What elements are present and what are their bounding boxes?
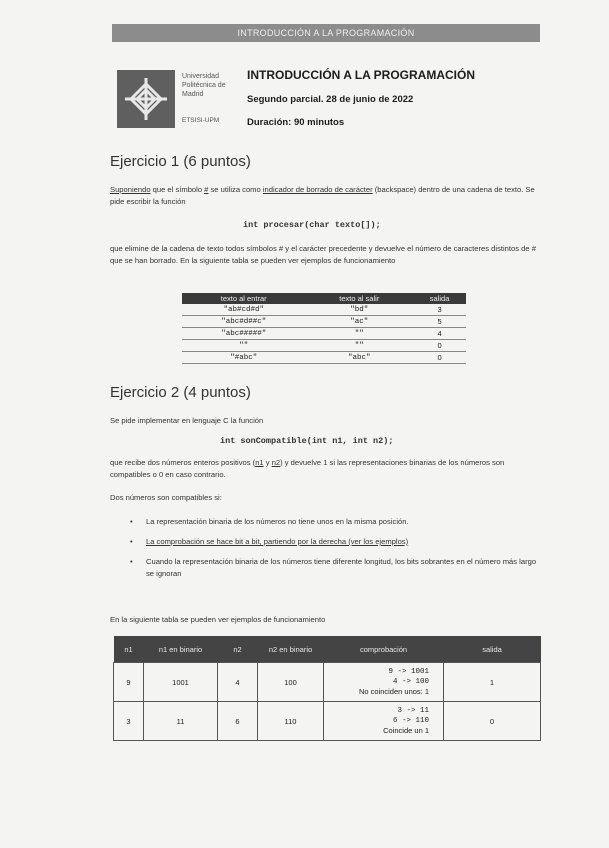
exercise-2-table <box>113 636 541 741</box>
list-item: • La representación binaria de los números no tiene unos en la misma posición. <box>126 516 540 528</box>
table-row: 3 11 6 110 3 -> 11 6 -> 110 Coincide un 1 0 <box>114 702 541 741</box>
logo-mark-icon <box>117 70 175 128</box>
list-item: • La comprobación se hace bit a bit, partiendo por la derecha (ver los ejemplos) <box>126 536 540 548</box>
course-banner: INTRODUCCIÓN A LA PROGRAMACIÓN <box>112 24 540 42</box>
exercise-2-heading: Ejercicio 2 (4 puntos) <box>110 384 251 401</box>
comparison-cell: 3 -> 11 6 -> 110 Coincide un 1 <box>324 702 444 741</box>
exercise-2-description: que recibe dos números enteros positivos (n1 y n2) y devuelve 1 si las representaciones binarias de los números son compatibles o 0 en caso contrario. <box>110 458 505 479</box>
list-item: • Cuando la representación binaria de los números tiene diferente longitud, los bits sobrantes en el número más largo se ignoran <box>126 556 540 580</box>
table-row: "abc#d##c" "ac" 5 <box>182 316 466 328</box>
exercise-1-table <box>182 293 466 364</box>
compatibility-rule-intro: Dos números son compatibles si: <box>110 493 222 502</box>
compatibility-rules-list <box>126 516 540 588</box>
exam-title: INTRODUCCIÓN A LA PROGRAMACIÓN <box>247 68 475 82</box>
exercise-2-intro: Se pide implementar en lenguaje C la función <box>110 416 264 425</box>
table-header-row: n1 n1 en binario n2 n2 en binario comprobación salida <box>114 636 541 663</box>
table-row: "abc#####" "" 4 <box>182 328 466 340</box>
comparison-cell: 9 -> 1001 4 -> 100 No coinciden unos: 1 <box>324 663 444 702</box>
table-row: "" "" 0 <box>182 340 466 352</box>
exam-duration: Duración: 90 minutos <box>247 117 345 128</box>
exercise-1-signature: int procesar(char texto[]); <box>243 220 381 230</box>
exam-subtitle: Segundo parcial. 28 de junio de 2022 <box>247 94 414 105</box>
university-logo <box>117 70 175 128</box>
exercise-1-description: que elimine de la cadena de texto todos símbolos # y el carácter precedente y devuelve el número de caracteres distintos de # que se han borrado. En la siguiente tabla se pueden ver ejemplos de funcionamiento <box>110 244 536 265</box>
exercise-1-intro: Suponiendo que el símbolo # se utiliza como indicador de borrado de carácter (backspace) dentro de una cadena de texto. Se pide escribir la función <box>110 185 535 206</box>
table-row: "ab#cd#d" "bd" 3 <box>182 304 466 316</box>
university-name: Universidad Politécnica de Madrid <box>182 73 226 98</box>
table-row: "#abc" "abc" 0 <box>182 352 466 364</box>
table-row: 9 1001 4 100 9 -> 1001 4 -> 100 No coinciden unos: 1 1 <box>114 663 541 702</box>
table-header-row: texto al entrar texto al salir salida <box>182 293 466 304</box>
school-name: ETSISI-UPM <box>182 117 220 124</box>
examples-intro: En la siguiente tabla se pueden ver ejemplos de funcionamiento <box>110 615 326 624</box>
exercise-1-heading: Ejercicio 1 (6 puntos) <box>110 153 251 170</box>
exercise-2-signature: int sonCompatible(int n1, int n2); <box>220 436 394 446</box>
